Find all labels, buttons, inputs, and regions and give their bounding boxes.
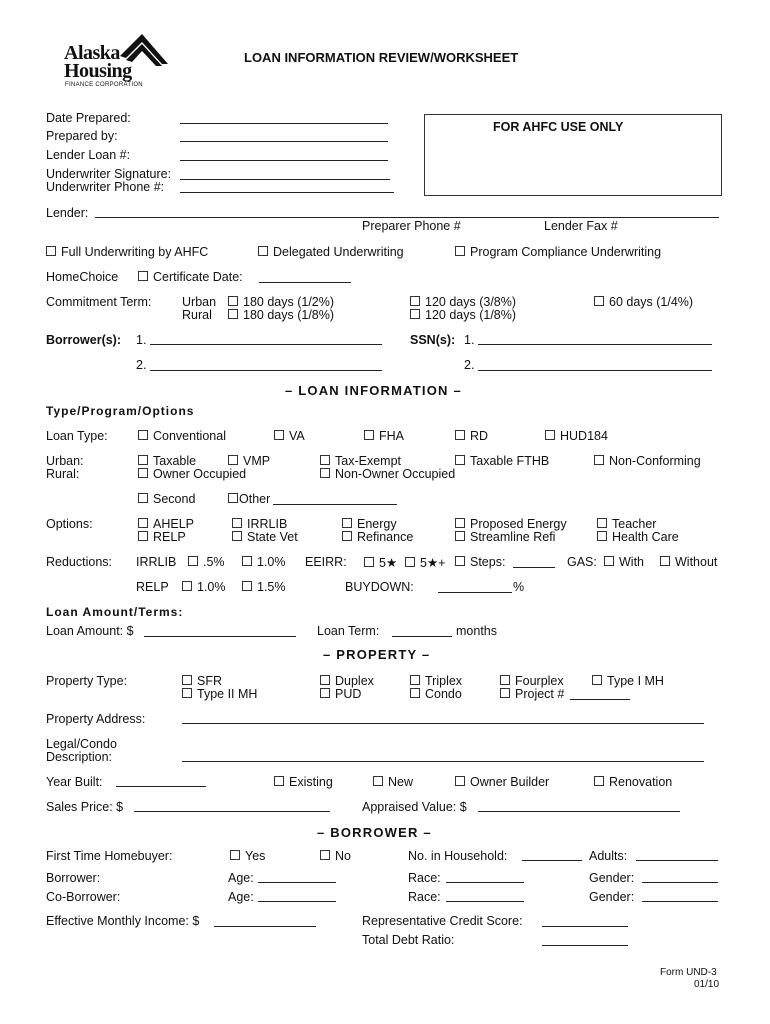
appraised-value-field[interactable] [478,811,680,812]
uw-phone-field[interactable] [180,192,394,193]
compliance-uw-checkbox[interactable]: Program Compliance Underwriting [455,245,661,259]
renovation-checkbox[interactable]: Renovation [594,775,672,789]
coborrower-label: Co-Borrower: [46,890,121,904]
checkbox-icon [228,455,238,465]
checkbox-icon [182,675,192,685]
checkbox-icon [410,296,420,306]
commitment-label: Commitment Term: [46,295,152,309]
second-checkbox[interactable]: Second [138,492,195,506]
ssn-1-field[interactable] [478,344,712,345]
checkbox-icon [373,776,383,786]
borrower-age-label: Age: [228,871,254,885]
date-prepared-field[interactable] [180,123,388,124]
project-checkbox[interactable]: Project # [500,687,564,701]
monthly-income-label: Effective Monthly Income: $ [46,914,200,928]
loan-info-heading: – LOAN INFORMATION – [285,383,462,398]
owner-occupied-checkbox[interactable]: Owner Occupied [138,467,246,481]
type2-mh-checkbox[interactable]: Type II MH [182,687,257,701]
borrower-age-field[interactable] [258,882,336,883]
checkbox-icon [455,556,465,566]
lender-fax-label: Lender Fax # [544,219,618,233]
certificate-date-field[interactable] [259,282,351,283]
checkbox-icon [320,850,330,860]
logo-sub: FINANCE CORPORATION [65,82,143,88]
checkbox-icon [455,455,465,465]
months-label: months [456,624,497,638]
urban-120-checkbox[interactable]: 120 days (3/8%) [410,295,516,309]
checkbox-icon [258,246,268,256]
ssn-2-num: 2. [464,358,475,372]
checkbox-icon [274,430,284,440]
property-type-label: Property Type: [46,674,128,688]
checkbox-icon [410,688,420,698]
adults-field[interactable] [636,860,718,861]
fha-checkbox[interactable]: FHA [364,429,404,443]
teacher-checkbox[interactable]: Teacher [597,517,656,531]
checkbox-icon [274,776,284,786]
checkbox-icon [138,468,148,478]
loan-amount-field[interactable] [144,636,296,637]
lender-label: Lender: [46,206,89,220]
project-field[interactable] [570,699,630,700]
checkbox-icon [138,430,148,440]
checkbox-icon [597,531,607,541]
appraised-value-label: Appraised Value: $ [362,800,467,814]
checkbox-icon [455,430,465,440]
coborrower-race-label: Race: [408,890,441,904]
checkbox-icon [228,296,238,306]
form-date: 01/10 [694,979,720,990]
checkbox-icon [455,531,465,541]
type-program-heading: Type/Program/Options [46,404,195,418]
coborrower-age-field[interactable] [258,901,336,902]
checkbox-icon [597,518,607,528]
checkbox-icon [232,518,242,528]
loan-type-label: Loan Type: [46,429,108,443]
sales-price-label: Sales Price: $ [46,800,124,814]
borrower-race-field[interactable] [446,882,524,883]
buydown-field[interactable] [438,592,512,593]
gas-without-checkbox[interactable]: Without [660,555,717,569]
checkbox-icon [320,455,330,465]
fthb-yes-checkbox[interactable]: Yes [230,849,265,863]
delegated-uw-checkbox[interactable]: Delegated Underwriting [258,245,404,259]
state-vet-checkbox[interactable]: State Vet [232,530,298,544]
borrower-race-label: Race: [408,871,441,885]
borrower-2-field[interactable] [150,370,382,371]
owner-builder-checkbox[interactable]: Owner Builder [455,775,549,789]
checkbox-icon [242,556,252,566]
vmp-checkbox[interactable]: VMP [228,454,270,468]
checkbox-icon [594,455,604,465]
borrower-heading: – BORROWER – [317,825,432,840]
checkbox-icon [410,675,420,685]
household-field[interactable] [522,860,582,861]
streamline-refi-checkbox[interactable]: Streamline Refi [455,530,555,544]
borrower-gender-field[interactable] [642,882,718,883]
buydown-percent: % [513,580,525,594]
monthly-income-field[interactable] [214,926,316,927]
legal-label-1: Legal/Condo [46,737,117,751]
loan-terms-heading: Loan Amount/Terms: [46,605,184,619]
sales-price-field[interactable] [134,811,330,812]
fthb-label: First Time Homebuyer: [46,849,173,863]
checkbox-icon [455,518,465,528]
property-address-field[interactable] [182,723,704,724]
rd-checkbox[interactable]: RD [455,429,488,443]
health-care-checkbox[interactable]: Health Care [597,530,679,544]
debt-ratio-field[interactable] [542,945,628,946]
checkbox-icon [342,518,352,528]
checkbox-icon [364,430,374,440]
ssn-label: SSN(s): [410,333,456,347]
prepared-by-label: Prepared by: [46,129,118,143]
triplex-checkbox[interactable]: Triplex [410,674,462,688]
ahelp-checkbox[interactable]: AHELP [138,517,194,531]
checkbox-icon [228,309,238,319]
rural-label: Rural [182,308,212,322]
checkbox-icon [320,468,330,478]
adults-label: Adults: [589,849,628,863]
five-star-plus-checkbox[interactable]: 5★+ [405,555,445,570]
borrower-gender-label: Gender: [589,871,635,885]
non-owner-occupied-checkbox[interactable]: Non-Owner Occupied [320,467,455,481]
checkbox-icon [182,581,192,591]
page-title: LOAN INFORMATION REVIEW/WORKSHEET [244,50,519,65]
irrlib-option-checkbox[interactable]: IRRLIB [232,517,287,531]
checkbox-icon [455,776,465,786]
property-heading: – PROPERTY – [323,647,431,662]
taxable-fthb-checkbox[interactable]: Taxable FTHB [455,454,549,468]
relp-10-checkbox[interactable]: 1.0% [182,580,226,594]
hud184-checkbox[interactable]: HUD184 [545,429,608,443]
va-checkbox[interactable]: VA [274,429,305,443]
other-field[interactable] [273,504,397,505]
uw-signature-field[interactable] [180,179,390,180]
irrlib-10-checkbox[interactable]: 1.0% [242,555,286,569]
irrlib-reduction-label: IRRLIB [136,555,177,569]
checkbox-icon [242,581,252,591]
ahfc-box-title: FOR AHFC USE ONLY [493,120,624,134]
property-address-label: Property Address: [46,712,146,726]
ssn-1-num: 1. [464,333,475,347]
credit-score-label: Representative Credit Score: [362,914,523,928]
checkbox-icon [342,531,352,541]
urban-180-checkbox[interactable]: 180 days (1/2%) [228,295,334,309]
borrowers-label: Borrower(s): [46,333,122,347]
checkbox-icon [500,675,510,685]
condo-checkbox[interactable]: Condo [410,687,462,701]
checkbox-icon [138,455,148,465]
checkbox-icon [188,556,198,566]
non-conforming-checkbox[interactable]: Non-Conforming [594,454,701,468]
debt-ratio-label: Total Debt Ratio: [362,933,455,947]
rural-180-checkbox[interactable]: 180 days (1/8%) [228,308,334,322]
borrower-2-num: 2. [136,358,147,372]
checkbox-icon [182,688,192,698]
refinance-checkbox[interactable]: Refinance [342,530,413,544]
logo-line2: Housing [64,60,132,82]
steps-field[interactable] [513,567,555,568]
checkbox-icon [320,675,330,685]
household-label: No. in Household: [408,849,508,863]
new-checkbox[interactable]: New [373,775,413,789]
loan-amount-label: Loan Amount: $ [46,624,134,638]
conventional-checkbox[interactable]: Conventional [138,429,226,443]
form-number: Form UND-3 [660,967,717,978]
tax-exempt-checkbox[interactable]: Tax-Exempt [320,454,401,468]
options-label: Options: [46,517,93,531]
checkbox-icon [46,246,56,256]
checkbox-icon [138,493,148,503]
uw-phone-label: Underwriter Phone #: [46,180,165,194]
pud-checkbox[interactable]: PUD [320,687,361,701]
relp-reduction-label: RELP [136,580,169,594]
urban-row-label: Urban: [46,454,84,468]
coborrower-gender-field[interactable] [642,901,718,902]
checkbox-icon [594,776,604,786]
coborrower-gender-label: Gender: [589,890,635,904]
five-star-checkbox[interactable]: 5★ [364,555,397,570]
other-checkbox[interactable]: Other [228,492,270,506]
checkbox-icon [138,271,148,281]
proposed-energy-checkbox[interactable]: Proposed Energy [455,517,567,531]
checkbox-icon [545,430,555,440]
legal-description-field[interactable] [182,761,704,762]
type1-mh-checkbox[interactable]: Type I MH [592,674,664,688]
fourplex-checkbox[interactable]: Fourplex [500,674,564,688]
borrower-label: Borrower: [46,871,101,885]
checkbox-icon [660,556,670,566]
buydown-label: BUYDOWN: [345,580,414,594]
checkbox-icon [138,518,148,528]
legal-label-2: Description: [46,750,112,764]
checkbox-icon [594,296,604,306]
ssn-2-field[interactable] [478,370,712,371]
year-built-label: Year Built: [46,775,103,789]
checkbox-icon [500,688,510,698]
logo-line1: Alaska [64,42,120,64]
certificate-date-checkbox[interactable]: Certificate Date: [138,270,243,284]
checkbox-icon [604,556,614,566]
homechoice-label: HomeChoice [46,270,119,284]
gas-with-checkbox[interactable]: With [604,555,644,569]
checkbox-icon [364,557,374,567]
lender-loan-label: Lender Loan #: [46,148,131,162]
rural-row-label: Rural: [46,467,80,481]
checkbox-icon [405,557,415,567]
date-prepared-label: Date Prepared: [46,111,131,125]
loan-term-label: Loan Term: [317,624,380,638]
checkbox-icon [228,493,238,503]
irrlib-05-checkbox[interactable]: .5% [188,555,225,569]
fthb-no-checkbox[interactable]: No [320,849,351,863]
steps-checkbox[interactable]: Steps: [455,555,505,569]
loan-term-field[interactable] [392,636,452,637]
lender-loan-field[interactable] [180,160,388,161]
relp-option-checkbox[interactable]: RELP [138,530,186,544]
duplex-checkbox[interactable]: Duplex [320,674,374,688]
sfr-checkbox[interactable]: SFR [182,674,222,688]
checkbox-icon [592,675,602,685]
checkbox-icon [232,531,242,541]
checkbox-icon [230,850,240,860]
full-uw-checkbox[interactable]: Full Underwriting by AHFC [46,245,208,259]
year-built-field[interactable] [116,786,206,787]
taxable-checkbox[interactable]: Taxable [138,454,196,468]
urban-label: Urban [182,295,217,309]
days-60-checkbox[interactable]: 60 days (1/4%) [594,295,693,309]
ahfc-logo [62,28,172,88]
credit-score-field[interactable] [542,926,628,927]
checkbox-icon [410,309,420,319]
gas-label: GAS: [567,555,597,569]
borrower-1-field[interactable] [150,344,382,345]
reductions-label: Reductions: [46,555,113,569]
prepared-by-field[interactable] [180,141,388,142]
checkbox-icon [455,246,465,256]
existing-checkbox[interactable]: Existing [274,775,333,789]
uw-signature-label: Underwriter Signature: [46,167,172,181]
coborrower-race-field[interactable] [446,901,524,902]
ahfc-use-box [424,114,722,196]
borrower-1-num: 1. [136,333,147,347]
coborrower-age-label: Age: [228,890,254,904]
preparer-phone-label: Preparer Phone # [362,219,461,233]
rural-120-checkbox[interactable]: 120 days (1/8%) [410,308,516,322]
checkbox-icon [320,688,330,698]
eeirr-label: EEIRR: [305,555,347,569]
relp-15-checkbox[interactable]: 1.5% [242,580,286,594]
energy-checkbox[interactable]: Energy [342,517,397,531]
checkbox-icon [138,531,148,541]
lender-field[interactable] [95,217,719,218]
